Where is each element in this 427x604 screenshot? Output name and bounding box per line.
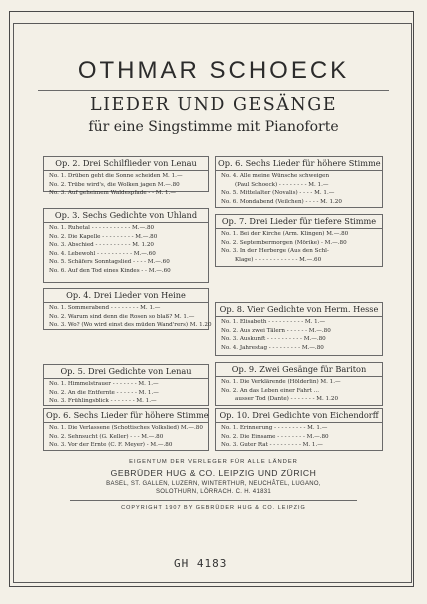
- list-item: No. 1. Himmelstrauer - - - - - - - M. 1.—: [49, 381, 159, 387]
- section-op7: [215, 214, 383, 267]
- section-op4: [43, 288, 212, 330]
- list-item: No. 5. Schäfers Sonntagslied - - - - M.—.60: [49, 259, 170, 266]
- list-item: Klage) - - - - - - - - - - - - M.—.60: [235, 256, 322, 263]
- list-item: No. 4. Jahrestag - - - - - - - - - M.—.80: [221, 344, 324, 351]
- section-op6a: [43, 408, 209, 451]
- list-item: No. 1. Drüben geht die Sonne scheiden M. 1.—: [49, 173, 183, 179]
- section-heading: Op. 6. Sechs Lieder für höhere Stimme: [44, 409, 208, 423]
- list-item: No. 3. Wo? (Wo wird einst des müden Wand'rers) M. 1.20: [49, 322, 212, 329]
- list-item: No. 3. Frühlingsblick - - - - - - - M. 1.—: [49, 398, 157, 405]
- list-item: No. 1. Die Verlassene (Schottisches Volkslied) M.—.80: [49, 425, 203, 431]
- section-heading: Op. 8. Vier Gedichte von Herm. Hesse: [216, 303, 382, 317]
- section-op2: [43, 156, 209, 197]
- section-op6b: [215, 156, 383, 208]
- section-heading: Op. 6. Sechs Lieder für höhere Stimme: [216, 157, 382, 171]
- copyright-notice: COPYRIGHT 1907 BY GEBRÜDER HUG & CO. LEIPZIG: [121, 505, 306, 511]
- list-item: No. 6. Auf den Tod eines Kindes - - M.—.60: [49, 267, 171, 274]
- list-item: No. 4. Alle meine Wünsche schweigen: [221, 173, 330, 179]
- list-item: No. 5. Mittelalter (Novalis) - - - - M. 1.—: [221, 190, 335, 197]
- section-op3: [43, 208, 209, 283]
- list-item: No. 2. An das Leben einer Fahrt ...: [221, 387, 320, 394]
- section-heading: Op. 9. Zwei Gesänge für Bariton: [216, 363, 382, 377]
- section-heading: Op. 5. Drei Gedichte von Lenau: [44, 365, 208, 379]
- list-item: No. 1. Elisabeth - - - - - - - - - - M. 1.—: [221, 319, 326, 325]
- list-item: No. 6. Mondabend (Veilchen) - - - - M. 1.20: [221, 198, 342, 205]
- footer-rule: [70, 500, 357, 501]
- list-item: No. 3. Auf geheimem Waldespfade - - M. 1.—: [49, 190, 176, 197]
- list-item: No. 2. Septembermorgen (Mörike) - M.—.80: [221, 239, 347, 246]
- composer-name: OTHMAR SCHOECK: [77, 57, 350, 84]
- list-item: No. 3. In der Herberge (Aus den Schl-: [221, 248, 329, 255]
- publisher-name: GEBRÜDER HUG & CO. LEIPZIG UND ZÜRICH: [110, 468, 317, 478]
- list-item: No. 1. Sommerabend - - - - - - - - M. 1.—: [49, 305, 161, 311]
- list-item: No. 1. Erinnerung - - - - - - - - - M. 1.—: [221, 425, 328, 431]
- list-item: No. 3. Guter Rat - - - - - - - - - M. 1.—: [221, 442, 323, 449]
- publisher-cities-2: SOLOTHURN, LÖRRACH. C. H. 41831: [156, 489, 271, 495]
- list-item: No. 2. Trübe wird's, die Wolken jagen M.—.80: [49, 181, 180, 188]
- list-item: No. 2. Sehnsucht (G. Keller) - - - M.—.80: [49, 433, 164, 440]
- section-heading: Op. 2. Drei Schilflieder von Lenau: [44, 157, 208, 171]
- list-item: No. 3. Vor der Ernte (C. F. Meyer) - M.—.80: [49, 442, 173, 449]
- section-op5: [43, 364, 209, 406]
- section-heading: Op. 7. Drei Lieder für tiefere Stimme: [216, 215, 382, 229]
- list-item: No. 4. Lebewohl - - - - - - - - - - M.—.60: [49, 250, 156, 257]
- collection-subtitle: für eine Singstimme mit Pianoforte: [88, 119, 339, 135]
- list-item: No. 2. Die Einsame - - - - - - - - M.—.80: [221, 433, 329, 440]
- list-item: No. 1. Ruhetal - - - - - - - - - - - M.—.80: [49, 225, 155, 231]
- section-heading: Op. 10. Drei Gedichte von Eichendorff: [216, 409, 382, 423]
- collection-title: LIEDER UND GESÄNGE: [90, 95, 337, 115]
- title-rule-top: [38, 90, 389, 91]
- list-item: No. 1. Die Verklärende (Hölderlin) M. 1.—: [221, 379, 341, 385]
- section-op8: [215, 302, 383, 356]
- list-item: No. 2. Aus zwei Tälern - - - - - - M.—.80: [221, 327, 331, 334]
- rights-notice: EIGENTUM DER VERLEGER FÜR ALLE LÄNDER: [129, 459, 298, 465]
- list-item: No. 2. An die Entfernte - - - - - - M. 1.—: [49, 389, 159, 396]
- section-op9: [215, 362, 383, 406]
- plate-number: GH 4183: [174, 557, 228, 570]
- section-heading: Op. 3. Sechs Gedichte von Uhland: [44, 209, 208, 223]
- list-item: ausser Tod (Dante) - - - - - - - M. 1.20: [235, 396, 339, 403]
- publisher-cities: BASEL, ST. GALLEN, LUZERN, WINTERTHUR, NEUCHÂTEL, LUGANO,: [106, 481, 321, 487]
- section-op10: [215, 408, 383, 451]
- section-heading: Op. 4. Drei Lieder von Heine: [44, 289, 208, 303]
- list-item: No. 3. Auskunft - - - - - - - - - - M.—.80: [221, 336, 326, 343]
- list-item: No. 2. Die Kapelle - - - - - - - - - M.—.80: [49, 233, 158, 240]
- list-item: (Paul Schoeck) - - - - - - - - M. 1.—: [235, 181, 329, 188]
- list-item: No. 3. Abschied - - - - - - - - - - M. 1.20: [49, 242, 154, 249]
- list-item: No. 1. Bei der Kirche (Arm. Klingen) M.—.80: [221, 231, 349, 237]
- list-item: No. 2. Warum sind denn die Rosen so blaß? M. 1.—: [49, 313, 195, 320]
